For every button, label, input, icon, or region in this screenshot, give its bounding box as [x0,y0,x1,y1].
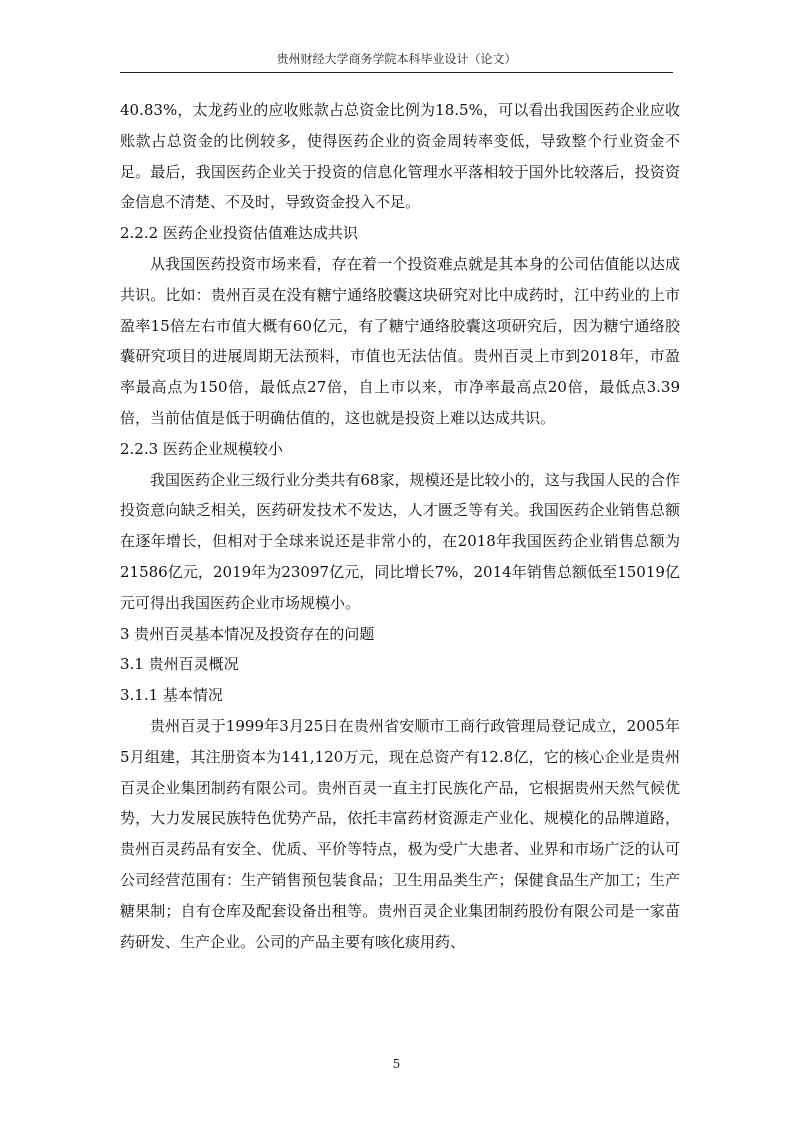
heading-3: 3 贵州百灵基本情况及投资存在的问题 [120,624,375,643]
paragraph-scale: 我国医药企业三级行业分类共有68家，规模还是比较小的，这与我国人民的合作投资意向缺乏相关，医药研发技术不发达，人才匮乏等有关。我国医药企业销售总额在逐年增长，但相对于全球来说还是非常小的，在2018年我国医药企业销售总额为21586亿元，2019年为23097亿元，同比增长7%，2014年销售总额低至15019亿元可得出我国医药企业市场规模小。 [120,470,680,612]
paragraph-valuation: 从我国医药投资市场来看，存在着一个投资难点就是其本身的公司估值能以达成共识。比如：贵州百灵在没有糖宁通络胶囊这块研究对比中成药时，江中药业的上市盈率15倍左右市值大概有60亿元，有了糖宁通络胶囊这项研究后，因为糖宁通络胶囊研究项目的进展周期无法预料，市值也无法估值。贵州百灵上市到2018年，市盈率最高点为150倍，最低点27倍，自上市以来，市净率最高点20倍，最低点3.39倍，当前估值是低于明确估值的，这也就是投资上难以达成共识。 [120,254,680,427]
document-body [120,95,680,957]
header-rule [120,72,673,73]
heading-2-2-2: 2.2.2 医药企业投资估值难达成共识 [120,224,358,243]
paragraph-basic-info: 贵州百灵于1999年3月25日在贵州省安顺市工商行政管理局登记成立，2005年5月组建，其注册资本为141,120万元，现在总资产有12.8亿，它的核心企业是贵州百灵企业集团制药有限公司。贵州百灵一直主打民族化产品，它根据贵州天然气候优势，大力发展民族特色优势产品，依托丰富药材资源走产业化、规模化的品牌道路，贵州百灵药品有安全、优质、平价等特点，极为受广大患者、业界和市场广泛的认可公司经营范围有：生产销售预包装食品；卫生用品类生产；保健食品生产加工；生产糖果制；自有仓库及配套设备出租等。贵州百灵企业集团制药股份有限公司是一家苗药研发、生产企业。公司的产品主要有咳化痰用药、 [120,716,680,951]
header-title: 贵州财经大学商务学院本科毕业设计（论文） [276,52,517,66]
paragraph-continuation: 40.83%，太龙药业的应收账款占总资金比例为18.5%，可以看出我国医药企业应收账款占总资金的比例较多，使得医药企业的资金周转率变低，导致整个行业资金不足。最后，我国医药企业关于投资的信息化管理水平落相较于国外比较落后，投资资金信息不清楚、不及时，导致资金投入不足。 [120,101,680,212]
heading-3-1: 3.1 贵州百灵概况 [120,655,239,674]
page-number: 5 [392,1057,401,1071]
heading-2-2-3: 2.2.3 医药企业规模较小 [120,439,283,458]
heading-3-1-1: 3.1.1 基本情况 [120,686,223,705]
